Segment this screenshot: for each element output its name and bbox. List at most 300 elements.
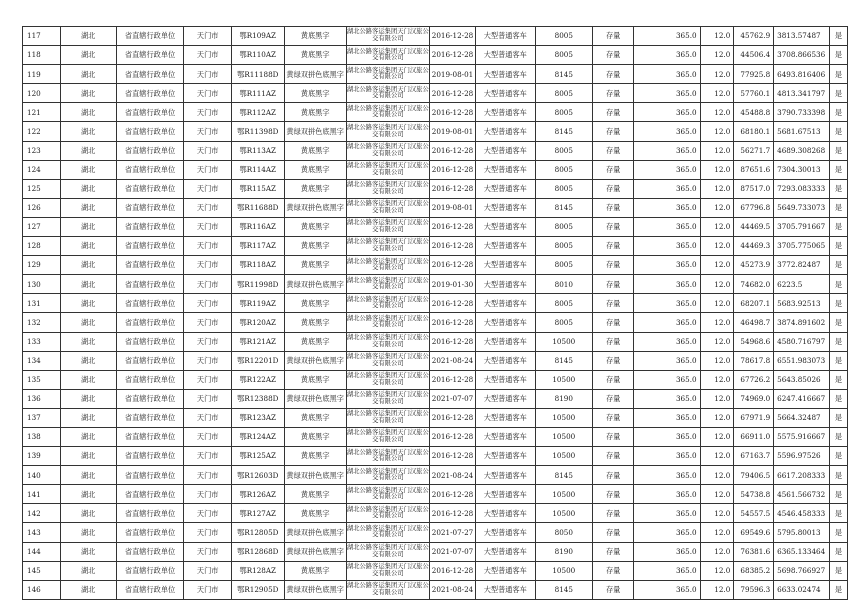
flag-cell: 是 — [830, 65, 848, 84]
status-cell: 存量 — [592, 523, 633, 542]
registration-date-cell: 2021-08-24 — [430, 466, 476, 485]
row-number: 143 — [23, 523, 61, 542]
plate-color-cell: 黄底黑字 — [284, 332, 346, 351]
owner-cell: 湖北公路客运集团天门汉旅公交有限公司 — [346, 370, 429, 389]
vehicle-type-cell: 大型普通客车 — [475, 408, 535, 427]
status-cell: 存量 — [592, 46, 633, 65]
length-cell: 12.0 — [700, 179, 734, 198]
weight-cell: 8145 — [535, 122, 592, 141]
row-number: 134 — [23, 351, 61, 370]
flag-cell: 是 — [830, 313, 848, 332]
days-cell: 365.0 — [634, 313, 700, 332]
plate-color-cell: 黄底黑字 — [284, 141, 346, 160]
subsidy-cell: 5649.733073 — [774, 198, 830, 217]
plate-number-cell: 鄂R12388D — [231, 389, 284, 408]
status-cell: 存量 — [592, 122, 633, 141]
status-cell: 存量 — [592, 27, 633, 46]
length-cell: 12.0 — [700, 141, 734, 160]
row-number: 131 — [23, 294, 61, 313]
plate-color-cell: 黄底黑字 — [284, 179, 346, 198]
vehicle-type-cell: 大型普通客车 — [475, 179, 535, 198]
subsidy-cell: 6365.133464 — [774, 542, 830, 561]
plate-color-cell: 黄底黑字 — [284, 294, 346, 313]
status-cell: 存量 — [592, 294, 633, 313]
city-cell: 天门市 — [184, 332, 231, 351]
owner-cell: 湖北公路客运集团天门汉旅公交有限公司 — [346, 275, 429, 294]
owner-cell: 湖北公路客运集团天门汉旅公交有限公司 — [346, 103, 429, 122]
mileage-cell: 78617.8 — [734, 351, 774, 370]
status-cell: 存量 — [592, 237, 633, 256]
subsidy-cell: 3813.57487 — [774, 27, 830, 46]
weight-cell: 8005 — [535, 237, 592, 256]
admin-unit-cell: 省直辖行政单位 — [116, 122, 184, 141]
owner-cell: 湖北公路客运集团天门汉旅公交有限公司 — [346, 294, 429, 313]
vehicle-type-cell: 大型普通客车 — [475, 84, 535, 103]
table-row — [23, 561, 848, 580]
length-cell: 12.0 — [700, 65, 734, 84]
city-cell: 天门市 — [184, 313, 231, 332]
city-cell: 天门市 — [184, 351, 231, 370]
status-cell: 存量 — [592, 427, 633, 446]
days-cell: 365.0 — [634, 332, 700, 351]
days-cell: 365.0 — [634, 46, 700, 65]
owner-cell: 湖北公路客运集团天门汉旅公交有限公司 — [346, 313, 429, 332]
plate-number-cell: 鄂R122AZ — [231, 370, 284, 389]
mileage-cell: 76381.6 — [734, 542, 774, 561]
weight-cell: 8005 — [535, 313, 592, 332]
row-number: 138 — [23, 427, 61, 446]
province-cell: 湖北 — [60, 84, 116, 103]
days-cell: 365.0 — [634, 65, 700, 84]
vehicle-type-cell: 大型普通客车 — [475, 198, 535, 217]
plate-color-cell: 黄绿双拼色底黑字 — [284, 389, 346, 408]
admin-unit-cell: 省直辖行政单位 — [116, 561, 184, 580]
city-cell: 天门市 — [184, 179, 231, 198]
vehicle-type-cell: 大型普通客车 — [475, 160, 535, 179]
flag-cell: 是 — [830, 27, 848, 46]
row-number: 122 — [23, 122, 61, 141]
plate-number-cell: 鄂R116AZ — [231, 217, 284, 236]
plate-number-cell: 鄂R109AZ — [231, 27, 284, 46]
length-cell: 12.0 — [700, 485, 734, 504]
flag-cell: 是 — [830, 46, 848, 65]
owner-cell: 湖北公路客运集团天门汉旅公交有限公司 — [346, 485, 429, 504]
registration-date-cell: 2021-07-07 — [430, 542, 476, 561]
province-cell: 湖北 — [60, 160, 116, 179]
province-cell: 湖北 — [60, 542, 116, 561]
days-cell: 365.0 — [634, 141, 700, 160]
subsidy-cell: 3705.775065 — [774, 237, 830, 256]
length-cell: 12.0 — [700, 84, 734, 103]
registration-date-cell: 2019-08-01 — [430, 122, 476, 141]
status-cell: 存量 — [592, 504, 633, 523]
status-cell: 存量 — [592, 160, 633, 179]
admin-unit-cell: 省直辖行政单位 — [116, 141, 184, 160]
plate-color-cell: 黄绿双拼色底黑字 — [284, 351, 346, 370]
vehicle-type-cell: 大型普通客车 — [475, 313, 535, 332]
row-number: 124 — [23, 160, 61, 179]
weight-cell: 8005 — [535, 256, 592, 275]
row-number: 140 — [23, 466, 61, 485]
subsidy-cell: 5683.92513 — [774, 294, 830, 313]
flag-cell: 是 — [830, 389, 848, 408]
city-cell: 天门市 — [184, 370, 231, 389]
subsidy-cell: 6493.816406 — [774, 65, 830, 84]
subsidy-cell: 4561.566732 — [774, 485, 830, 504]
city-cell: 天门市 — [184, 275, 231, 294]
plate-color-cell: 黄底黑字 — [284, 217, 346, 236]
weight-cell: 10500 — [535, 485, 592, 504]
admin-unit-cell: 省直辖行政单位 — [116, 580, 184, 599]
plate-number-cell: 鄂R110AZ — [231, 46, 284, 65]
flag-cell: 是 — [830, 237, 848, 256]
plate-color-cell: 黄绿双拼色底黑字 — [284, 466, 346, 485]
plate-number-cell: 鄂R112AZ — [231, 103, 284, 122]
owner-cell: 湖北公路客运集团天门汉旅公交有限公司 — [346, 427, 429, 446]
registration-date-cell: 2016-12-28 — [430, 504, 476, 523]
owner-cell: 湖北公路客运集团天门汉旅公交有限公司 — [346, 65, 429, 84]
plate-number-cell: 鄂R11998D — [231, 275, 284, 294]
province-cell: 湖北 — [60, 27, 116, 46]
mileage-cell: 67726.2 — [734, 370, 774, 389]
owner-cell: 湖北公路客运集团天门汉旅公交有限公司 — [346, 580, 429, 599]
subsidy-cell: 6633.02474 — [774, 580, 830, 599]
vehicle-type-cell: 大型普通客车 — [475, 447, 535, 466]
registration-date-cell: 2016-12-28 — [430, 427, 476, 446]
plate-color-cell: 黄底黑字 — [284, 504, 346, 523]
owner-cell: 湖北公路客运集团天门汉旅公交有限公司 — [346, 122, 429, 141]
days-cell: 365.0 — [634, 84, 700, 103]
registration-date-cell: 2021-08-24 — [430, 580, 476, 599]
status-cell: 存量 — [592, 542, 633, 561]
mileage-cell: 45762.9 — [734, 27, 774, 46]
registration-date-cell: 2016-12-28 — [430, 141, 476, 160]
status-cell: 存量 — [592, 313, 633, 332]
city-cell: 天门市 — [184, 561, 231, 580]
flag-cell: 是 — [830, 504, 848, 523]
admin-unit-cell: 省直辖行政单位 — [116, 332, 184, 351]
admin-unit-cell: 省直辖行政单位 — [116, 504, 184, 523]
table-row — [23, 103, 848, 122]
plate-number-cell: 鄂R12201D — [231, 351, 284, 370]
plate-color-cell: 黄底黑字 — [284, 256, 346, 275]
plate-color-cell: 黄底黑字 — [284, 46, 346, 65]
plate-color-cell: 黄底黑字 — [284, 370, 346, 389]
province-cell: 湖北 — [60, 466, 116, 485]
province-cell: 湖北 — [60, 275, 116, 294]
admin-unit-cell: 省直辖行政单位 — [116, 103, 184, 122]
row-number: 139 — [23, 447, 61, 466]
mileage-cell: 87651.6 — [734, 160, 774, 179]
province-cell: 湖北 — [60, 256, 116, 275]
subsidy-cell: 5795.80013 — [774, 523, 830, 542]
registration-date-cell: 2019-08-01 — [430, 65, 476, 84]
plate-number-cell: 鄂R115AZ — [231, 179, 284, 198]
owner-cell: 湖北公路客运集团天门汉旅公交有限公司 — [346, 332, 429, 351]
registration-date-cell: 2019-08-01 — [430, 198, 476, 217]
flag-cell: 是 — [830, 561, 848, 580]
status-cell: 存量 — [592, 408, 633, 427]
status-cell: 存量 — [592, 141, 633, 160]
flag-cell: 是 — [830, 408, 848, 427]
mileage-cell: 54968.6 — [734, 332, 774, 351]
province-cell: 湖北 — [60, 65, 116, 84]
flag-cell: 是 — [830, 542, 848, 561]
table-row — [23, 351, 848, 370]
vehicle-type-cell: 大型普通客车 — [475, 122, 535, 141]
status-cell: 存量 — [592, 103, 633, 122]
days-cell: 365.0 — [634, 542, 700, 561]
weight-cell: 10500 — [535, 447, 592, 466]
flag-cell: 是 — [830, 275, 848, 294]
length-cell: 12.0 — [700, 237, 734, 256]
owner-cell: 湖北公路客运集团天门汉旅公交有限公司 — [346, 523, 429, 542]
days-cell: 365.0 — [634, 389, 700, 408]
registration-date-cell: 2016-12-28 — [430, 27, 476, 46]
subsidy-cell: 3874.891602 — [774, 313, 830, 332]
mileage-cell: 56271.7 — [734, 141, 774, 160]
vehicle-type-cell: 大型普通客车 — [475, 389, 535, 408]
plate-color-cell: 黄底黑字 — [284, 27, 346, 46]
length-cell: 12.0 — [700, 217, 734, 236]
mileage-cell: 68207.1 — [734, 294, 774, 313]
weight-cell: 8050 — [535, 523, 592, 542]
flag-cell: 是 — [830, 294, 848, 313]
province-cell: 湖北 — [60, 46, 116, 65]
admin-unit-cell: 省直辖行政单位 — [116, 217, 184, 236]
table-row — [23, 27, 848, 46]
province-cell: 湖北 — [60, 217, 116, 236]
days-cell: 365.0 — [634, 561, 700, 580]
registration-date-cell: 2021-08-24 — [430, 351, 476, 370]
days-cell: 365.0 — [634, 485, 700, 504]
row-number: 123 — [23, 141, 61, 160]
plate-number-cell: 鄂R12603D — [231, 466, 284, 485]
province-cell: 湖北 — [60, 561, 116, 580]
plate-number-cell: 鄂R11688D — [231, 198, 284, 217]
owner-cell: 湖北公路客运集团天门汉旅公交有限公司 — [346, 389, 429, 408]
length-cell: 12.0 — [700, 504, 734, 523]
city-cell: 天门市 — [184, 408, 231, 427]
weight-cell: 8005 — [535, 84, 592, 103]
flag-cell: 是 — [830, 332, 848, 351]
mileage-cell: 57760.1 — [734, 84, 774, 103]
admin-unit-cell: 省直辖行政单位 — [116, 370, 184, 389]
subsidy-cell: 6617.208333 — [774, 466, 830, 485]
admin-unit-cell: 省直辖行政单位 — [116, 294, 184, 313]
registration-date-cell: 2016-12-28 — [430, 160, 476, 179]
subsidy-cell: 3708.866536 — [774, 46, 830, 65]
vehicle-type-cell: 大型普通客车 — [475, 523, 535, 542]
subsidy-cell: 3705.791667 — [774, 217, 830, 236]
status-cell: 存量 — [592, 217, 633, 236]
status-cell: 存量 — [592, 389, 633, 408]
subsidy-cell: 5575.916667 — [774, 427, 830, 446]
row-number: 136 — [23, 389, 61, 408]
length-cell: 12.0 — [700, 27, 734, 46]
length-cell: 12.0 — [700, 103, 734, 122]
admin-unit-cell: 省直辖行政单位 — [116, 542, 184, 561]
registration-date-cell: 2021-07-27 — [430, 523, 476, 542]
city-cell: 天门市 — [184, 504, 231, 523]
vehicle-type-cell: 大型普通客车 — [475, 580, 535, 599]
table-row — [23, 485, 848, 504]
plate-color-cell: 黄底黑字 — [284, 447, 346, 466]
city-cell: 天门市 — [184, 103, 231, 122]
length-cell: 12.0 — [700, 160, 734, 179]
status-cell: 存量 — [592, 84, 633, 103]
flag-cell: 是 — [830, 198, 848, 217]
vehicle-type-cell: 大型普通客车 — [475, 217, 535, 236]
flag-cell: 是 — [830, 370, 848, 389]
mileage-cell: 54557.5 — [734, 504, 774, 523]
flag-cell: 是 — [830, 351, 848, 370]
row-number: 129 — [23, 256, 61, 275]
owner-cell: 湖北公路客运集团天门汉旅公交有限公司 — [346, 217, 429, 236]
days-cell: 365.0 — [634, 294, 700, 313]
status-cell: 存量 — [592, 198, 633, 217]
admin-unit-cell: 省直辖行政单位 — [116, 408, 184, 427]
admin-unit-cell: 省直辖行政单位 — [116, 466, 184, 485]
province-cell: 湖北 — [60, 351, 116, 370]
subsidy-cell: 4580.716797 — [774, 332, 830, 351]
city-cell: 天门市 — [184, 580, 231, 599]
weight-cell: 10500 — [535, 408, 592, 427]
row-number: 144 — [23, 542, 61, 561]
admin-unit-cell: 省直辖行政单位 — [116, 313, 184, 332]
length-cell: 12.0 — [700, 408, 734, 427]
province-cell: 湖北 — [60, 427, 116, 446]
plate-number-cell: 鄂R12905D — [231, 580, 284, 599]
owner-cell: 湖北公路客运集团天门汉旅公交有限公司 — [346, 561, 429, 580]
plate-number-cell: 鄂R118AZ — [231, 256, 284, 275]
mileage-cell: 77925.8 — [734, 65, 774, 84]
city-cell: 天门市 — [184, 237, 231, 256]
city-cell: 天门市 — [184, 84, 231, 103]
vehicle-type-cell: 大型普通客车 — [475, 466, 535, 485]
days-cell: 365.0 — [634, 370, 700, 389]
flag-cell: 是 — [830, 523, 848, 542]
subsidy-cell: 5596.97526 — [774, 447, 830, 466]
row-number: 117 — [23, 27, 61, 46]
vehicle-type-cell: 大型普通客车 — [475, 542, 535, 561]
admin-unit-cell: 省直辖行政单位 — [116, 275, 184, 294]
owner-cell: 湖北公路客运集团天门汉旅公交有限公司 — [346, 237, 429, 256]
mileage-cell: 67796.8 — [734, 198, 774, 217]
weight-cell: 8005 — [535, 27, 592, 46]
row-number: 125 — [23, 179, 61, 198]
mileage-cell: 44469.5 — [734, 217, 774, 236]
registration-date-cell: 2016-12-28 — [430, 256, 476, 275]
weight-cell: 8005 — [535, 141, 592, 160]
plate-color-cell: 黄底黑字 — [284, 103, 346, 122]
city-cell: 天门市 — [184, 389, 231, 408]
length-cell: 12.0 — [700, 46, 734, 65]
owner-cell: 湖北公路客运集团天门汉旅公交有限公司 — [346, 447, 429, 466]
days-cell: 365.0 — [634, 408, 700, 427]
mileage-cell: 54738.8 — [734, 485, 774, 504]
plate-color-cell: 黄绿双拼色底黑字 — [284, 275, 346, 294]
weight-cell: 8145 — [535, 580, 592, 599]
length-cell: 12.0 — [700, 447, 734, 466]
province-cell: 湖北 — [60, 447, 116, 466]
length-cell: 12.0 — [700, 294, 734, 313]
status-cell: 存量 — [592, 580, 633, 599]
subsidy-cell: 4546.458333 — [774, 504, 830, 523]
plate-color-cell: 黄底黑字 — [284, 427, 346, 446]
owner-cell: 湖北公路客运集团天门汉旅公交有限公司 — [346, 256, 429, 275]
city-cell: 天门市 — [184, 217, 231, 236]
vehicle-type-cell: 大型普通客车 — [475, 103, 535, 122]
plate-number-cell: 鄂R124AZ — [231, 427, 284, 446]
table-row — [23, 275, 848, 294]
length-cell: 12.0 — [700, 466, 734, 485]
days-cell: 365.0 — [634, 103, 700, 122]
subsidy-cell: 7304.30013 — [774, 160, 830, 179]
length-cell: 12.0 — [700, 351, 734, 370]
admin-unit-cell: 省直辖行政单位 — [116, 84, 184, 103]
table-row — [23, 84, 848, 103]
city-cell: 天门市 — [184, 294, 231, 313]
length-cell: 12.0 — [700, 332, 734, 351]
table-row — [23, 427, 848, 446]
table-row — [23, 198, 848, 217]
vehicle-type-cell: 大型普通客车 — [475, 427, 535, 446]
table-row — [23, 408, 848, 427]
plate-number-cell: 鄂R113AZ — [231, 141, 284, 160]
plate-color-cell: 黄绿双拼色底黑字 — [284, 122, 346, 141]
table-row — [23, 313, 848, 332]
row-number: 145 — [23, 561, 61, 580]
row-number: 130 — [23, 275, 61, 294]
mileage-cell: 68180.1 — [734, 122, 774, 141]
subsidy-cell: 6247.416667 — [774, 389, 830, 408]
plate-number-cell: 鄂R111AZ — [231, 84, 284, 103]
plate-number-cell: 鄂R12868D — [231, 542, 284, 561]
days-cell: 365.0 — [634, 351, 700, 370]
registration-date-cell: 2016-12-28 — [430, 46, 476, 65]
flag-cell: 是 — [830, 103, 848, 122]
province-cell: 湖北 — [60, 370, 116, 389]
plate-number-cell: 鄂R125AZ — [231, 447, 284, 466]
table-row — [23, 294, 848, 313]
registration-date-cell: 2016-12-28 — [430, 84, 476, 103]
weight-cell: 8005 — [535, 179, 592, 198]
subsidy-cell: 4689.308268 — [774, 141, 830, 160]
admin-unit-cell: 省直辖行政单位 — [116, 447, 184, 466]
weight-cell: 8005 — [535, 103, 592, 122]
row-number: 128 — [23, 237, 61, 256]
flag-cell: 是 — [830, 427, 848, 446]
province-cell: 湖北 — [60, 408, 116, 427]
province-cell: 湖北 — [60, 332, 116, 351]
registration-date-cell: 2016-12-28 — [430, 294, 476, 313]
province-cell: 湖北 — [60, 523, 116, 542]
registration-date-cell: 2016-12-28 — [430, 103, 476, 122]
vehicle-type-cell: 大型普通客车 — [475, 27, 535, 46]
admin-unit-cell: 省直辖行政单位 — [116, 523, 184, 542]
plate-number-cell: 鄂R127AZ — [231, 504, 284, 523]
city-cell: 天门市 — [184, 198, 231, 217]
province-cell: 湖北 — [60, 485, 116, 504]
owner-cell: 湖北公路客运集团天门汉旅公交有限公司 — [346, 46, 429, 65]
row-number: 118 — [23, 46, 61, 65]
owner-cell: 湖北公路客运集团天门汉旅公交有限公司 — [346, 84, 429, 103]
row-number: 141 — [23, 485, 61, 504]
city-cell: 天门市 — [184, 141, 231, 160]
weight-cell: 8145 — [535, 198, 592, 217]
weight-cell: 8005 — [535, 160, 592, 179]
